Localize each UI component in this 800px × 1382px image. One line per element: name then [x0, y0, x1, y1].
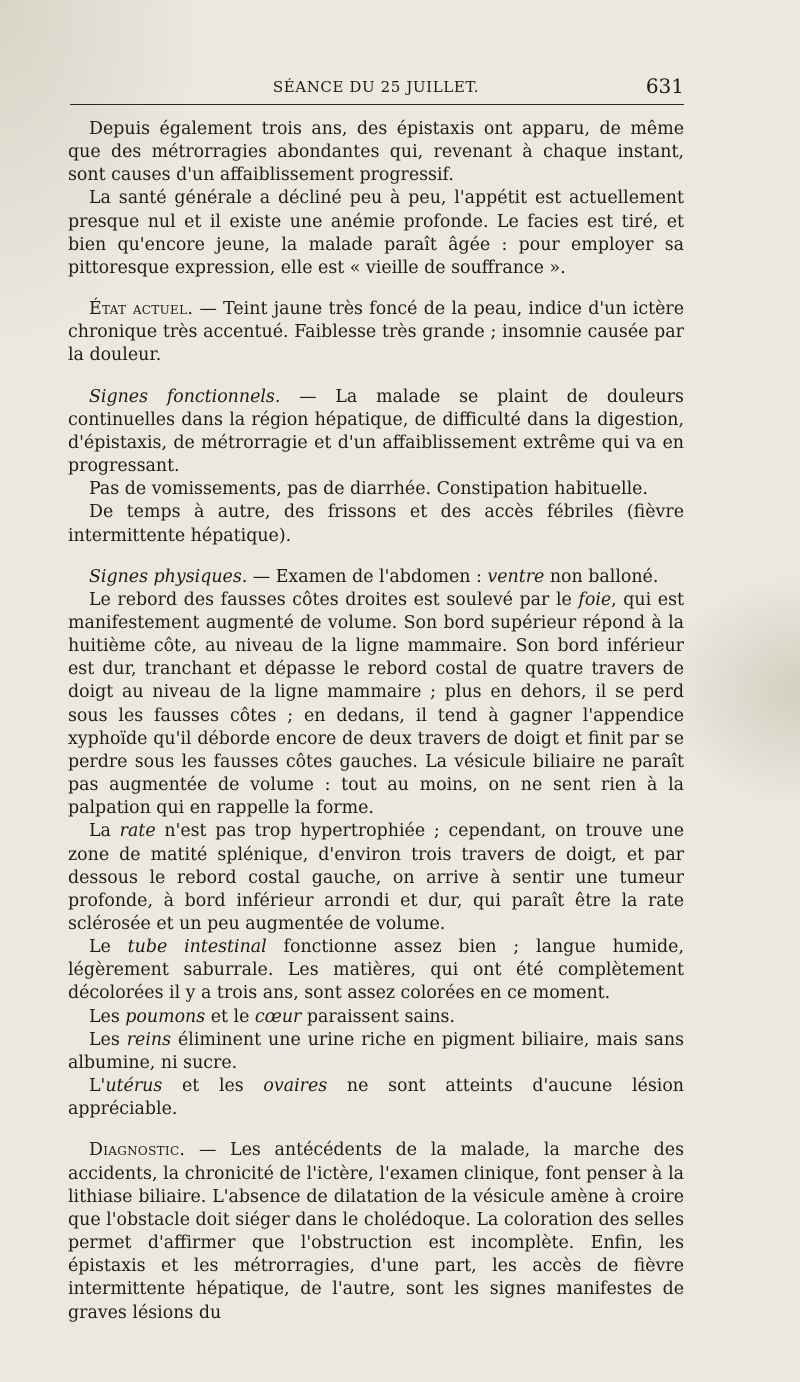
- paragraph-text: non balloné.: [544, 566, 659, 587]
- emphasis: cœur: [254, 1006, 302, 1027]
- paragraph-text: — Examen de l'abdomen :: [247, 566, 488, 587]
- paragraph-text: et les: [162, 1076, 264, 1097]
- paragraph-text: Les: [89, 1006, 126, 1027]
- paragraph: [68, 1075, 684, 1121]
- paragraph: [68, 501, 684, 547]
- emphasis: rate: [119, 821, 156, 842]
- paragraph: [68, 936, 684, 1005]
- body-text: [68, 118, 684, 1325]
- section-heading: Signes physiques.: [89, 566, 248, 587]
- paragraph-text: éliminent une urine riche en pigment biliaire, mais sans albumine, ni sucre.: [68, 1029, 685, 1073]
- paragraph-text: Le: [89, 937, 128, 958]
- paragraph-text: Le rebord des fausses côtes droites est soulevé par le: [89, 589, 579, 610]
- paragraph-text: n'est pas trop hypertrophiée ; cependant, on trouve une zone de matité splénique, d'environ trois travers de doigt, et par dessous le rebord costal gauche, on arrive à sentir une tumeur profonde, à bord inférieur arrondi et dur, qui paraît être la rate sclérosée et un peu augmentée de volume.: [68, 821, 684, 934]
- paragraph-text: Depuis également trois ans, des épistaxis ont apparu, de même que des métrorragies abondantes qui, revenant à chaque instant, sont causes d'un affaiblissement progressif.: [68, 119, 684, 186]
- paragraph-text: L': [89, 1076, 106, 1097]
- paragraph-text: et le: [205, 1006, 255, 1027]
- emphasis: utérus: [105, 1076, 163, 1097]
- paragraph-text: , qui est manifestement augmenté de volume. Son bord supérieur répond à la huitième côte, au niveau de la ligne mammaire. Son bord inférieur est dur, tranchant et dépasse le rebord costal de quatre travers de doigt au niveau de la ligne mammaire ; plus en dehors, il se perd sous les fausses côtes ; en dedans, il tend à gagner l'appendice xyphoïde qu'il déborde encore de deux travers de doigt et finit par se perdre sous les fausses côtes gauches. La vésicule biliaire ne paraît pas augmentée de volume : tout au moins, on ne sent rien à la palpation qui en rappelle la forme.: [68, 589, 684, 819]
- paragraph-text: ne sont atteints d'aucune lésion appréciable.: [68, 1076, 684, 1120]
- emphasis: foie: [578, 589, 612, 610]
- emphasis: tube intestinal: [127, 937, 267, 958]
- paragraph-text: — La malade se plaint de douleurs continuelles dans la région hépatique, de difficulté dans la digestion, d'épistaxis, de métrorragie et d'un affaiblissement extrême qui va en progressant.: [68, 386, 684, 477]
- paragraph-text: De temps à autre, des frissons et des accès fébriles (fièvre intermittente hépatique).: [68, 502, 684, 546]
- paragraph-text: — Teint jaune très foncé de la peau, indice d'un ictère chronique très accentué. Faiblesse très grande ; insomnie causée par la douleur.: [68, 299, 684, 366]
- paragraph-signes-physiques: [68, 566, 684, 589]
- paragraph-text: Pas de vomissements, pas de diarrhée. Constipation habituelle.: [89, 479, 648, 500]
- paragraph-text: Les: [89, 1029, 127, 1050]
- paragraph-text: La santé générale a décliné peu à peu, l'appétit est actuellement presque nul et il existe une anémie profonde. Le facies est tiré, et bien qu'encore jeune, la malade paraît âgée : pour employer sa pittoresque expression, elle est « vieille de souffrance ».: [68, 188, 684, 278]
- paragraph: [68, 1006, 684, 1029]
- paragraph: [68, 1029, 684, 1075]
- section-heading: Signes fonctionnels.: [89, 386, 281, 407]
- emphasis: reins: [126, 1029, 172, 1050]
- section-heading: Diagnostic.: [89, 1140, 186, 1161]
- section-heading: État actuel.: [89, 299, 194, 320]
- paragraph-signes-fonctionnels: [68, 386, 684, 479]
- running-head: SÉANCE DU 25 JUILLET.: [272, 78, 480, 96]
- paragraph-text: La: [89, 821, 120, 842]
- paragraph: [68, 118, 684, 187]
- paragraph-text: paraissent sains.: [301, 1006, 455, 1027]
- paragraph-diagnostic: [68, 1139, 684, 1324]
- paragraph: [68, 187, 684, 280]
- page-header: [68, 74, 684, 100]
- emphasis: poumons: [125, 1006, 206, 1027]
- header-rule: [70, 104, 684, 105]
- paragraph: [68, 478, 684, 501]
- page-number: 631: [645, 74, 684, 98]
- emphasis: ovaires: [263, 1076, 328, 1097]
- emphasis: ventre: [487, 566, 545, 587]
- paragraph: [68, 589, 684, 821]
- paragraph-etat-actuel: [68, 298, 684, 367]
- paragraph-text: — Les antécédents de la malade, la marche des accidents, la chronicité de l'ictère, l'examen clinique, font penser à la lithiase biliaire. L'absence de dilatation de la vésicule amène à croire que l'obstacle doit siéger dans le cholédoque. La coloration des selles permet d'affirmer que l'obstruction est incomplète. Enfin, les épistaxis et les métrorragies, d'une part, les accès de fièvre intermittente hépatique, de l'autre, sont les signes manifestes de graves lésions du: [68, 1140, 684, 1323]
- paragraph: [68, 820, 684, 936]
- paragraph-text: fonctionne assez bien ; langue humide, légèrement saburrale. Les matières, qui ont été complètement décolorées il y a trois ans, sont assez colorées en ce moment.: [68, 937, 685, 1004]
